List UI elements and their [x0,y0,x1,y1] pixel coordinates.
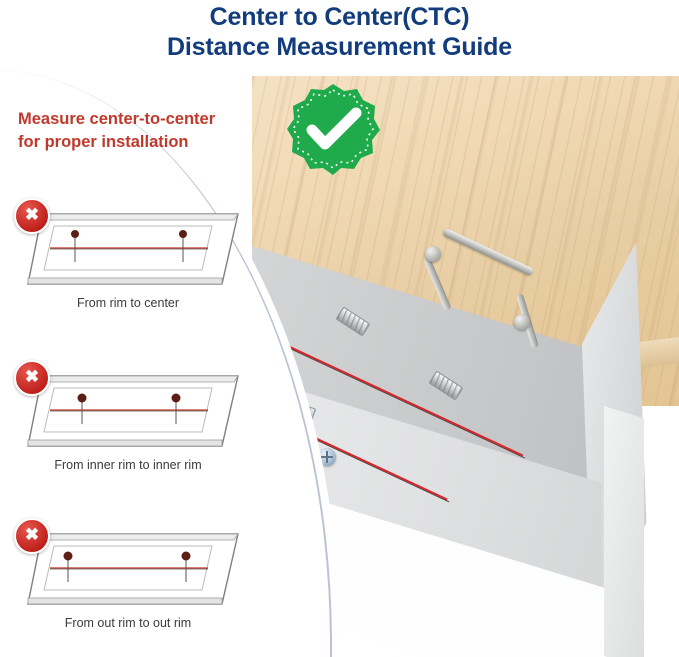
handle-foot-left [425,246,441,262]
red-x-icon: ✖ [14,518,50,554]
wrong-example-2 [14,360,242,472]
example-caption: From out rim to out rim [64,616,192,630]
title-line-1: Center to Center(CTC) [209,3,470,31]
wrong-example-3 [14,518,242,630]
measure-note [18,108,288,154]
drawer-illustration-2 [26,360,240,454]
title-line-2: Distance Measurement Guide [167,33,512,61]
cabinet-right-panel [604,406,644,657]
example-caption: From rim to center [76,296,180,310]
page-title [0,2,679,62]
drawer-illustration-3 [26,518,240,612]
measure-note-line-2: for proper installation [18,133,189,151]
green-check-icon [284,80,382,178]
example-caption: From inner rim to inner rim [54,458,202,472]
handle-foot-right [514,314,530,330]
drawer-illustration-1 [26,198,240,292]
wrong-example-1 [14,198,242,310]
screw-cross-icon [326,451,328,463]
red-x-icon: ✖ [14,360,50,396]
red-x-icon: ✖ [14,198,50,234]
measure-note-line-1: Measure center-to-center [18,110,216,128]
